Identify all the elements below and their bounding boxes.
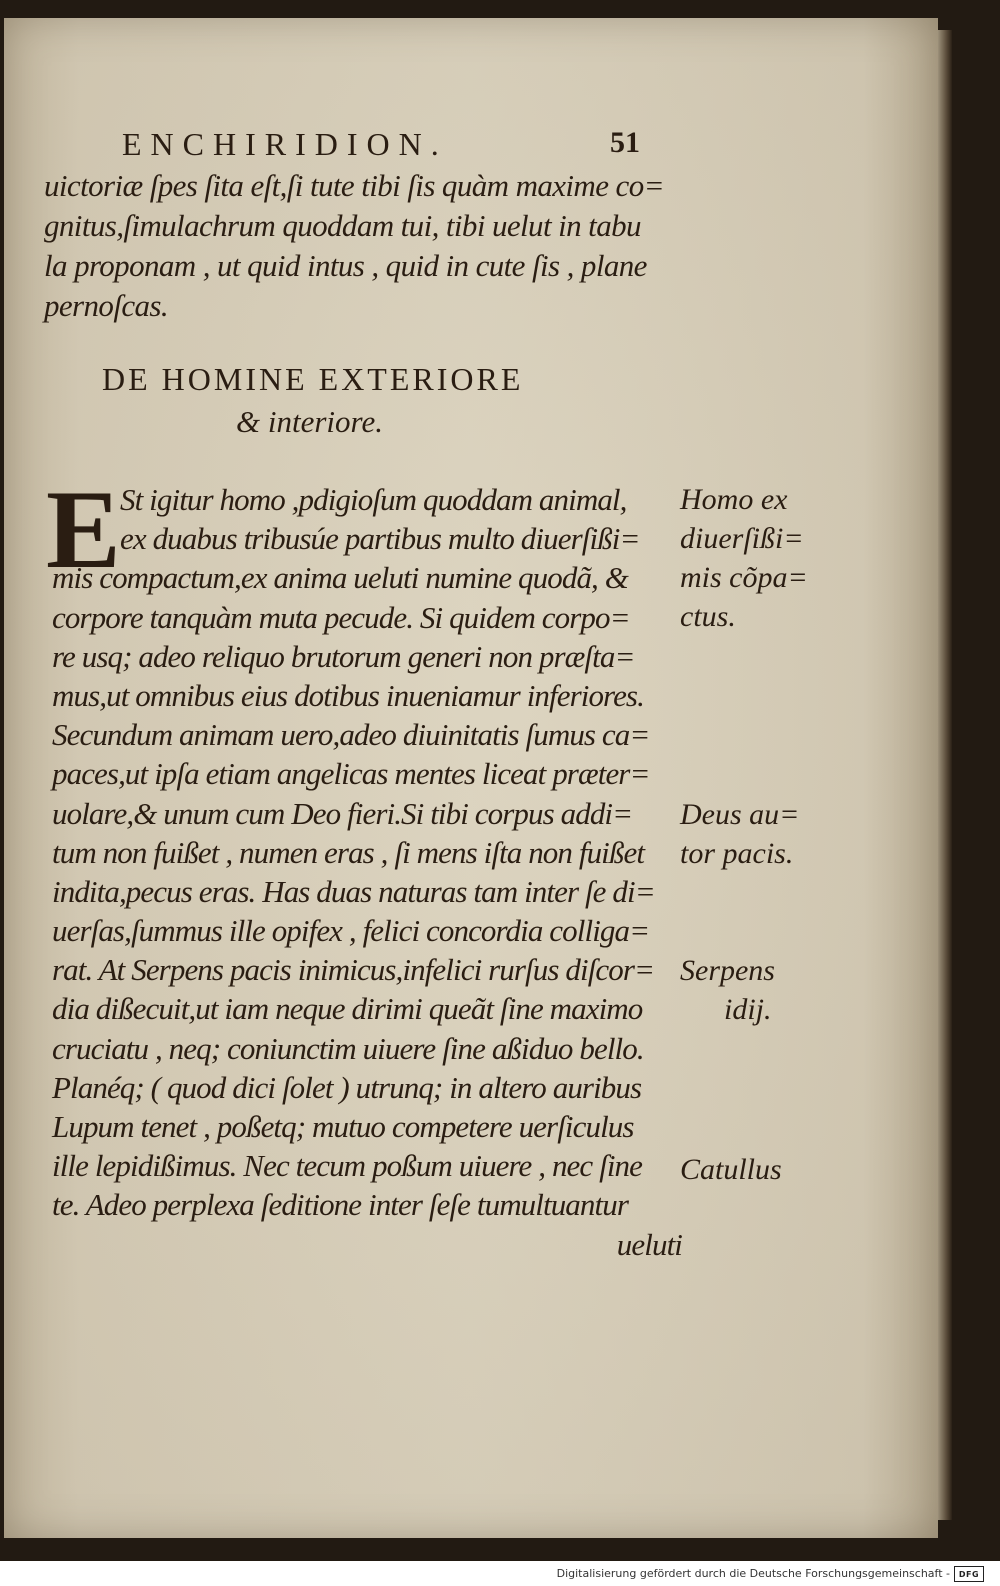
catchword: ueluti <box>616 1226 682 1262</box>
margin-note-line: Homo ex <box>680 483 788 516</box>
text-line: cruciatu , neq; coniunctim uiuere ſine aßiduo bello. <box>52 1030 644 1066</box>
text-line: Planéq; ( quod dici ſolet ) utrunq; in altero auribus <box>52 1069 642 1105</box>
text-line: la proponam , ut quid intus , quid in cute ſis , plane <box>44 248 647 283</box>
margin-note-serpens <box>680 951 775 1029</box>
text-line: re usq; adeo reliquo brutorum generi non præſta= <box>52 638 635 674</box>
text-line: pernoſcas. <box>44 288 169 323</box>
text-line: Secundum animam uero,adeo diuinitatis ſumus ca= <box>52 717 650 753</box>
page-number: 51 <box>610 126 640 159</box>
margin-note-catullus <box>680 1150 782 1189</box>
text-line: corpore tanquàm muta pecude. Si quidem corpo= <box>52 599 630 635</box>
text-line: dia dißecuit,ut iam neque dirimi queãt ſine maximo <box>52 991 643 1027</box>
text-line: St igitur homo ,pdigioſum quoddam animal, <box>120 482 627 517</box>
text-line: uictoriæ ſpes ſita eſt,ſi tute tibi ſis quàm maxime co= <box>44 168 664 203</box>
section-heading: DE HOMINE EXTERIORE <box>102 361 524 397</box>
book-page <box>4 18 938 1538</box>
footer-bar <box>0 1561 1000 1586</box>
margin-note-line: Catullus <box>680 1153 782 1186</box>
margin-note-line: ctus. <box>680 600 736 633</box>
running-head <box>122 126 662 166</box>
intro-paragraph <box>44 166 664 326</box>
text-line: gnitus,ſimulachrum quoddam tui, tibi uelut in tabu <box>44 208 641 243</box>
text-line: indita,pecus eras. Has duas naturas tam inter ſe di= <box>52 873 655 909</box>
dfg-logo <box>954 1566 984 1582</box>
text-line: mis compactum,ex anima ueluti numine quodã, & <box>52 560 628 596</box>
running-title: ENCHIRIDION. <box>122 126 448 162</box>
margin-note-line: mis cõpa= <box>680 561 808 594</box>
text-line: mus,ut omnibus eius dotibus inueniamur inferiores. <box>52 677 644 713</box>
margin-note-deus <box>680 795 799 873</box>
margin-note-line: diuerſißi= <box>680 522 804 555</box>
dfg-logo-text: DFG <box>958 1569 980 1579</box>
drop-cap-initial: E <box>46 468 121 592</box>
text-line: te. Adeo perplexa ſeditione inter ſeſe tumultuantur <box>52 1187 628 1223</box>
text-line: Lupum tenet , poßetq; mutuo competere uerſiculus <box>52 1109 634 1144</box>
text-line: uerſas,ſummus ille opifex , felici concordia colliga= <box>52 913 650 949</box>
body-paragraph <box>52 480 682 1264</box>
margin-note-homo <box>680 480 808 636</box>
page-edge <box>938 30 952 1520</box>
margin-note-line: Serpens <box>680 954 775 987</box>
text-line: tum non fuißet , numen eras , ſi mens iſta non fuißet <box>52 834 645 870</box>
text-line: ex duabus tribusúe partibus multo diuerſißi= <box>120 521 640 557</box>
margin-note-line: Deus au= <box>680 798 800 831</box>
section-subheading: & interiore. <box>236 404 383 439</box>
text-line: rat. At Serpens pacis inimicus,infelici rurſus diſcor= <box>52 952 655 988</box>
text-line: ille lepidißimus. Nec tecum poßum uiuere , nec ſine <box>52 1148 643 1184</box>
text-line: uolare,& unum cum Deo fieri.Si tibi corpus addi= <box>52 795 633 831</box>
margin-note-line: idij. <box>724 993 772 1026</box>
funding-credit: Digitalisierung gefördert durch die Deutsche Forschungsgemeinschaft - <box>556 1567 950 1580</box>
margin-note-line: tor pacis. <box>680 837 794 870</box>
text-line: paces,ut ipſa etiam angelicas mentes liceat præter= <box>52 756 650 792</box>
